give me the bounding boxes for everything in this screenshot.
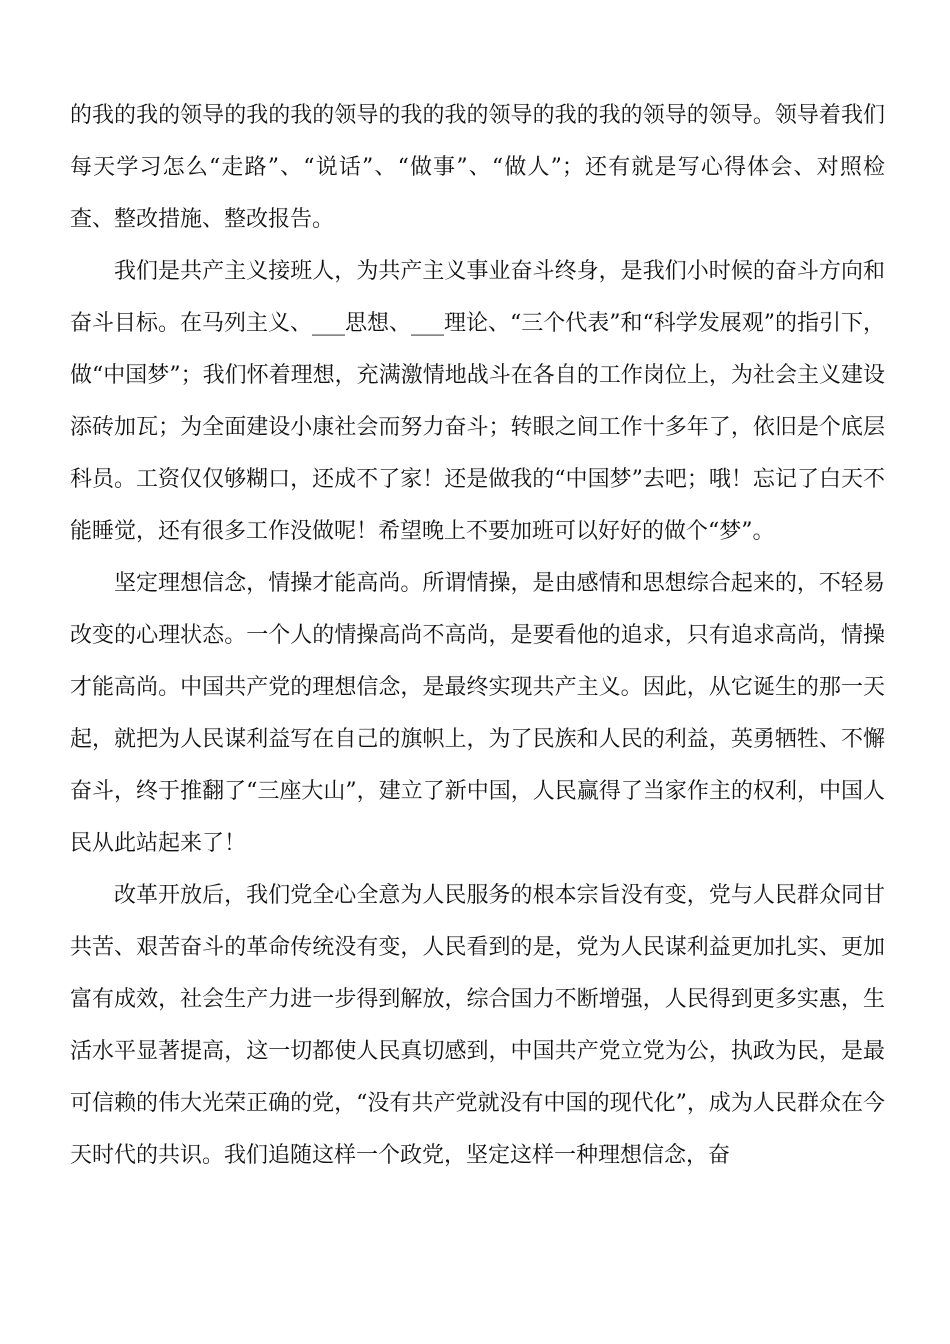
paragraph-4: 改革开放后，我们党全心全意为人民服务的根本宗旨没有变，党与人民群众同甘共苦、艰苦奋斗的革命传统没有变，人民看到的是，党为人民谋利益更加扎实、更加富有成效，社会生产力进一步得到解放，综合国力不断增强，人民得到更多实惠，生活水平显著提高，这一切都使人民真切感到，中国共产党立党为公，执政为民，是最可信赖的伟大光荣正确的党，“没有共产党就没有中国的现代化”，成为人民群众在今天时代的共识。我们追随这样一个政党，坚定这样一种理想信念，奋 [70, 883, 885, 1168]
paragraph-2: 我们是共产主义接班人，为共产主义事业奋斗终身，是我们小时候的奋斗方向和奋斗目标。在马列主义、___思想、___理论、“三个代表”和“科学发展观”的指引下，做“中国梦”；我们怀着理想，充满激情地战斗在各自的工作岗位上，为社会主义建设添砖加瓦；为全面建设小康社会而努力奋斗；转眼之间工作十多年了，依旧是个底层科员。工资仅仅够糊口，还成不了家！还是做我的“中国梦”去吧；哦！忘记了白天不能睡觉，还有很多工作没做呢！希望晚上不要加班可以好好的做个“梦”。 [70, 259, 885, 544]
paragraph-3: 坚定理想信念，情操才能高尚。所谓情操，是由感情和思想综合起来的，不轻易改变的心理状态。一个人的情操高尚不高尚，是要看他的追求，只有追求高尚，情操才能高尚。中国共产党的理想信念，是最终实现共产主义。因此，从它诞生的那一天起，就把为人民谋利益写在自己的旗帜上，为了民族和人民的利益，英勇牺牲、不懈奋斗，终于推翻了“三座大山”，建立了新中国，人民赢得了当家作主的权利，中国人民从此站起来了！ [70, 571, 885, 856]
paragraph-1: 的我的我的领导的我的我的领导的我的我的领导的我的我的领导的领导。领导着我们每天学习怎么“走路”、“说话”、“做事”、“做人”；还有就是写心得体会、对照检查、整改措施、整改报告。 [70, 103, 885, 232]
document-body [70, 90, 885, 1182]
